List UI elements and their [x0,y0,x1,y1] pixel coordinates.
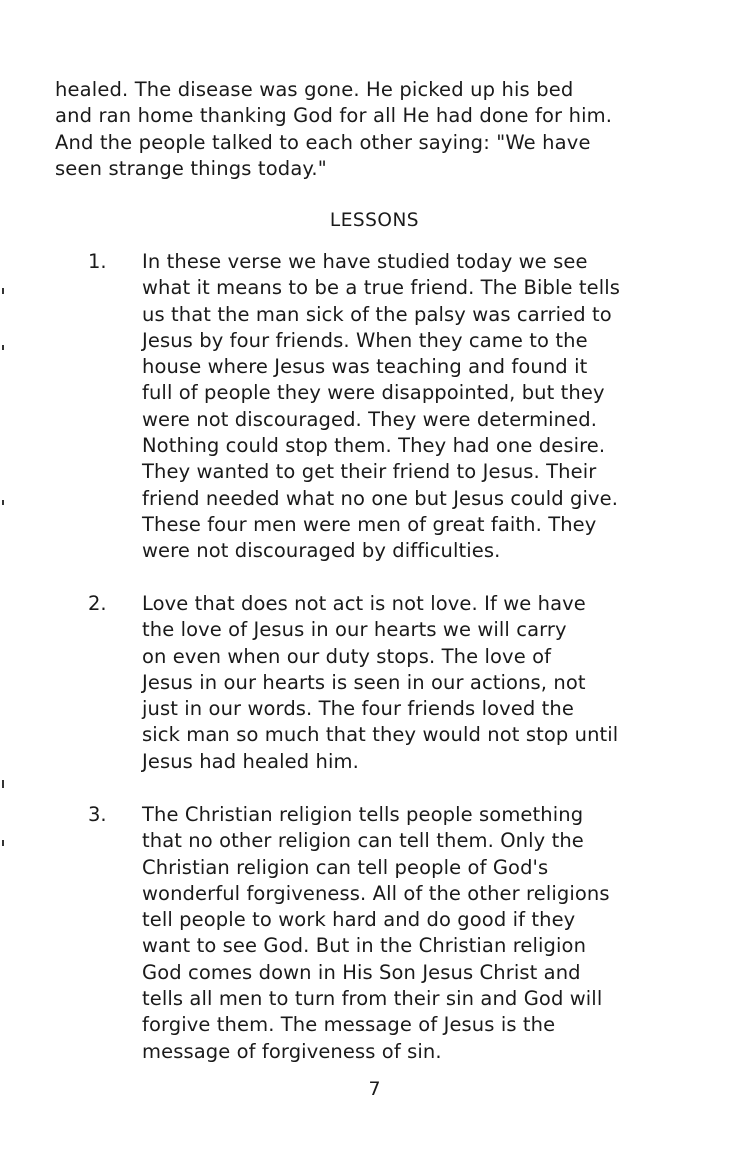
page-number: 7 [368,1078,381,1100]
scan-margin-mark [2,500,4,505]
lesson-number: 2. [88,592,107,615]
lesson-number: 3. [88,803,107,826]
intro-paragraph: healed. The disease was gone. He picked up his bed and ran home thanking God for all He had done for him. And the people talked to each other saying: "We have seen strange things today." [55,78,613,180]
lesson-text: In these verse we have studied today we see what it means to be a true friend. The Bible tells us that the man sick of the palsy was carried to Jesus by four friends. When they came to the house where Jesus was teaching and found it full of people they were disappointed, but they were not discouraged. They were determined. Nothing could stop them. They had one desire. They wanted to get their friend to Jesus. Their friend needed what no one but Jesus could give. These four men were men of great faith. They were not discouraged by difficulties. [142,250,621,563]
lesson-number: 1. [88,250,107,273]
scan-margin-mark [2,780,4,788]
lesson-text: Love that does not act is not love. If we have the love of Jesus in our hearts we will carry on even when our duty stops. The love of Jesus in our hearts is seen in our actions, not just in our words. The four friends loved the sick man so much that they would not stop until Jesus had healed him. [142,592,619,773]
scan-margin-mark [2,840,4,846]
scan-margin-mark [2,345,4,350]
lessons-heading: LESSONS [329,210,420,231]
scan-margin-mark [2,288,4,294]
lesson-text: The Christian religion tells people something that no other religion can tell them. Only the Christian religion can tell people of God's wonderful forgiveness. All of the other religions tell people to work hard and do good if they want to see God. But in the Christian religion God comes down in His Son Jesus Christ and tells all men to turn from their sin and God will forgive them. The message of Jesus is the message of forgiveness of sin. [142,803,610,1063]
